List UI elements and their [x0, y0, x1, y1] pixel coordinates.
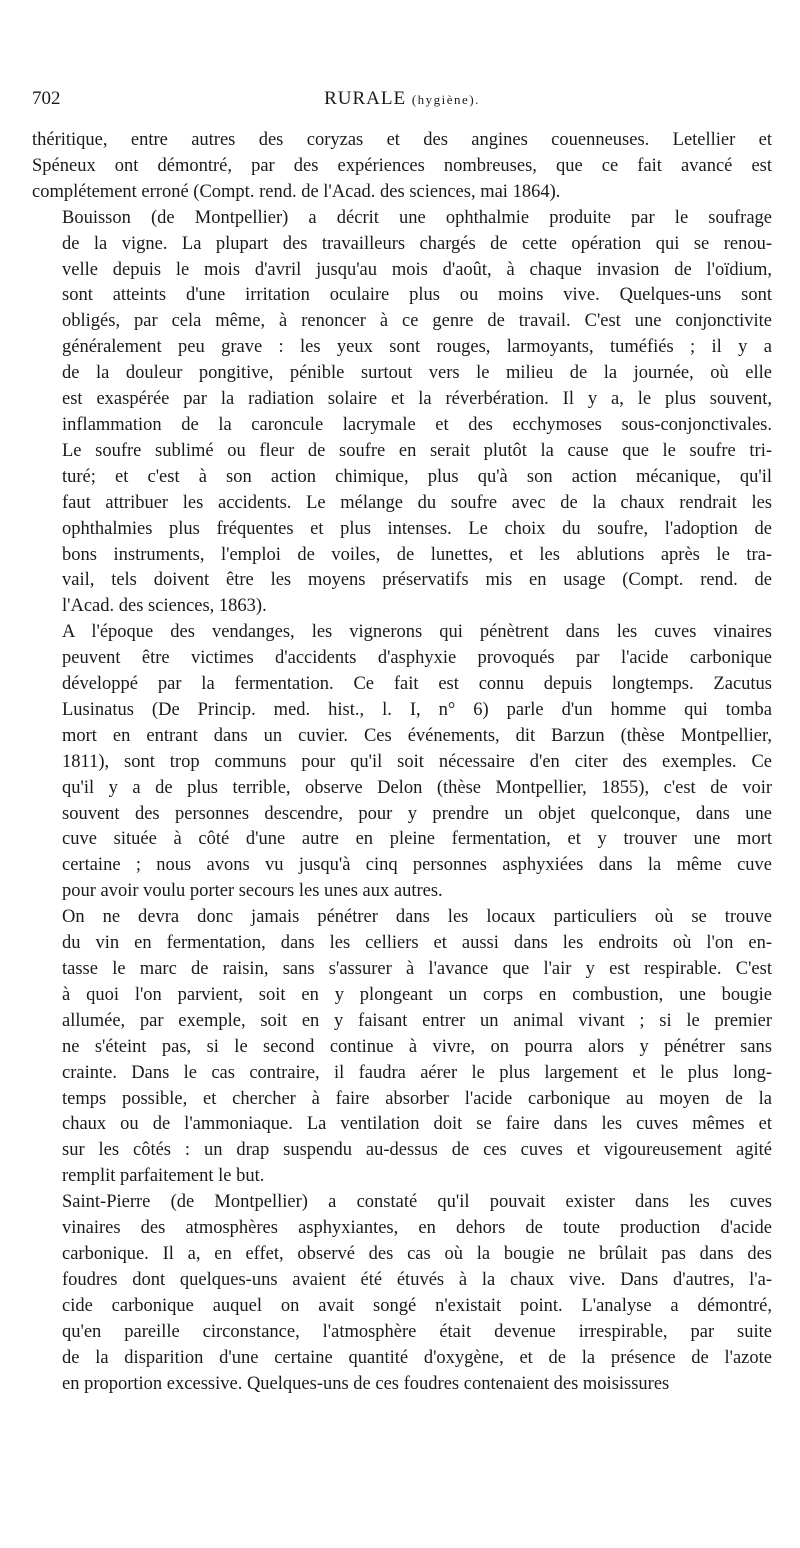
text-line: est exaspérée par la radiation solaire et la réverbération. Il y a, le plus souvent, — [62, 389, 772, 410]
text-line: Le soufre sublimé ou fleur de soufre en serait plutôt la cause que le soufre tri- — [62, 440, 772, 461]
text-line: à quoi l'on parvient, soit en y plongeant un corps en combustion, une bougie — [62, 984, 772, 1005]
text-line: temps possible, et chercher à faire absorber l'acide carbonique au moyen de la — [62, 1088, 772, 1109]
text-line: certaine ; nous avons vu jusqu'à cinq personnes asphyxiées dans la même cuve — [62, 855, 772, 876]
text-line: ne s'éteint pas, si le second continue à vivre, on pourra alors y pénétrer sans — [62, 1036, 772, 1057]
text-line: 1811), sont trop communs pour qu'il soit nécessaire d'en citer des exemples. Ce — [62, 751, 772, 772]
paragraph — [32, 206, 772, 621]
running-title-sub: (hygiène). — [411, 92, 480, 107]
text-line: généralement peu grave : les yeux sont rouges, larmoyants, tuméfiés ; il y a — [62, 337, 772, 358]
text-line: cide carbonique auquel on avait songé n'existait point. L'analyse a démontré, — [62, 1295, 772, 1316]
text-line: complétement erroné (Compt. rend. de l'Acad. des sciences, mai 1864). — [32, 181, 561, 202]
text-line: pour avoir voulu porter secours les unes aux autres. — [62, 881, 443, 902]
text-line: turé; et c'est à son action chimique, plus qu'à son action mécanique, qu'il — [62, 466, 772, 487]
text-line: carbonique. Il a, en effet, observé des cas où la bougie ne brûlait pas dans des — [62, 1243, 772, 1264]
text-line: Lusinatus (De Princip. med. hist., l. I, n° 6) parle d'un homme qui tomba — [62, 699, 772, 720]
running-title — [92, 88, 772, 110]
text-line: souvent des personnes descendre, pour y prendre un objet quelconque, dans une — [62, 803, 772, 824]
text-line: de la disparition d'une certaine quantité d'oxygène, et de la présence de l'azote — [62, 1347, 772, 1368]
text-line: qu'en pareille circonstance, l'atmosphère était devenue irrespirable, par suite — [62, 1321, 772, 1342]
text-line: peuvent être victimes d'accidents d'asphyxie provoqués par l'acide carbonique — [62, 648, 772, 669]
book-page — [32, 88, 772, 1397]
text-line: théritique, entre autres des coryzas et des angines couenneuses. Letellier et — [32, 130, 772, 150]
text-line: allumée, par exemple, soit en y faisant entrer un animal vivant ; si le premier — [62, 1010, 772, 1031]
text-line: du vin en fermentation, dans les celliers et aussi dans les endroits où l'on en- — [62, 933, 772, 954]
text-line: bons instruments, l'emploi de voiles, de lunettes, et les ablutions après le tra- — [62, 544, 772, 565]
text-line: vinaires des atmosphères asphyxiantes, en dehors de toute production d'acide — [62, 1218, 772, 1239]
text-line: foudres dont quelques-uns avaient été étuvés à la chaux vive. Dans d'autres, l'a- — [62, 1269, 772, 1290]
text-line: de la vigne. La plupart des travailleurs chargés de cette opération qui se renou- — [62, 233, 772, 254]
text-line: tasse le marc de raisin, sans s'assurer à l'avance que l'air y est respirable. C'est — [62, 959, 772, 979]
text-line: Saint-Pierre (de Montpellier) a constaté qu'il pouvait exister dans les cuves — [62, 1192, 772, 1213]
text-line: en proportion excessive. Quelques-uns de ces foudres contenaient des moisissures — [62, 1373, 670, 1394]
text-line: développé par la fermentation. Ce fait est connu depuis longtemps. Zacutus — [62, 674, 772, 695]
text-line: remplit parfaitement le but. — [62, 1166, 265, 1187]
paragraph — [32, 1190, 772, 1397]
text-line: crainte. Dans le cas contraire, il faudra aérer le plus largement et le plus long- — [62, 1062, 772, 1083]
text-line: obligés, par cela même, à renoncer à ce genre de travail. C'est une conjonctivite — [62, 311, 772, 332]
text-line: de la douleur pongitive, pénible surtout vers le milieu de la journée, où elle — [62, 363, 772, 384]
text-line: ophthalmies plus fréquentes et plus intenses. Le choix du soufre, l'adoption de — [62, 518, 772, 539]
text-line: inflammation de la caroncule lacrymale et des ecchymoses sous-conjonctivales. — [62, 414, 772, 435]
text-line: faut attribuer les accidents. Le mélange du soufre avec de la chaux rendrait les — [62, 492, 772, 513]
text-line: l'Acad. des sciences, 1863). — [62, 596, 267, 617]
text-line: sur les côtés : un drap suspendu au-dessus de ces cuves et vigoureusement agité — [62, 1140, 772, 1161]
body-text — [32, 128, 772, 1397]
text-line: velle depuis le mois d'avril jusqu'au mois d'août, à chaque invasion de l'oïdium, — [62, 259, 772, 280]
text-line: Bouisson (de Montpellier) a décrit une ophthalmie produite par le soufrage — [62, 207, 772, 228]
text-line: sont atteints d'une irritation oculaire plus ou moins vive. Quelques-uns sont — [62, 285, 772, 306]
paragraph — [32, 905, 772, 1190]
running-title-main: RURALE — [324, 88, 407, 109]
text-line: vail, tels doivent être les moyens préservatifs mis en usage (Compt. rend. de — [62, 570, 772, 591]
text-line: chaux ou de l'ammoniaque. La ventilation doit se faire dans les cuves mêmes et — [62, 1114, 772, 1135]
text-line: On ne devra donc jamais pénétrer dans les locaux particuliers où se trouve — [62, 907, 772, 928]
paragraph — [32, 128, 772, 206]
text-line: mort en entrant dans un cuvier. Ces événements, dit Barzun (thèse Montpellier, — [62, 725, 772, 746]
page-number: 702 — [32, 88, 61, 109]
running-header — [32, 88, 772, 114]
text-line: Spéneux ont démontré, par des expériences nombreuses, que ce fait avancé est — [32, 155, 772, 176]
text-line: qu'il y a de plus terrible, observe Delon (thèse Montpellier, 1855), c'est de voir — [62, 777, 772, 798]
text-line: cuve située à côté d'une autre en pleine fermentation, et y trouver une mort — [62, 829, 772, 850]
text-line: A l'époque des vendanges, les vignerons qui pénètrent dans les cuves vinaires — [62, 622, 772, 643]
paragraph — [32, 620, 772, 905]
